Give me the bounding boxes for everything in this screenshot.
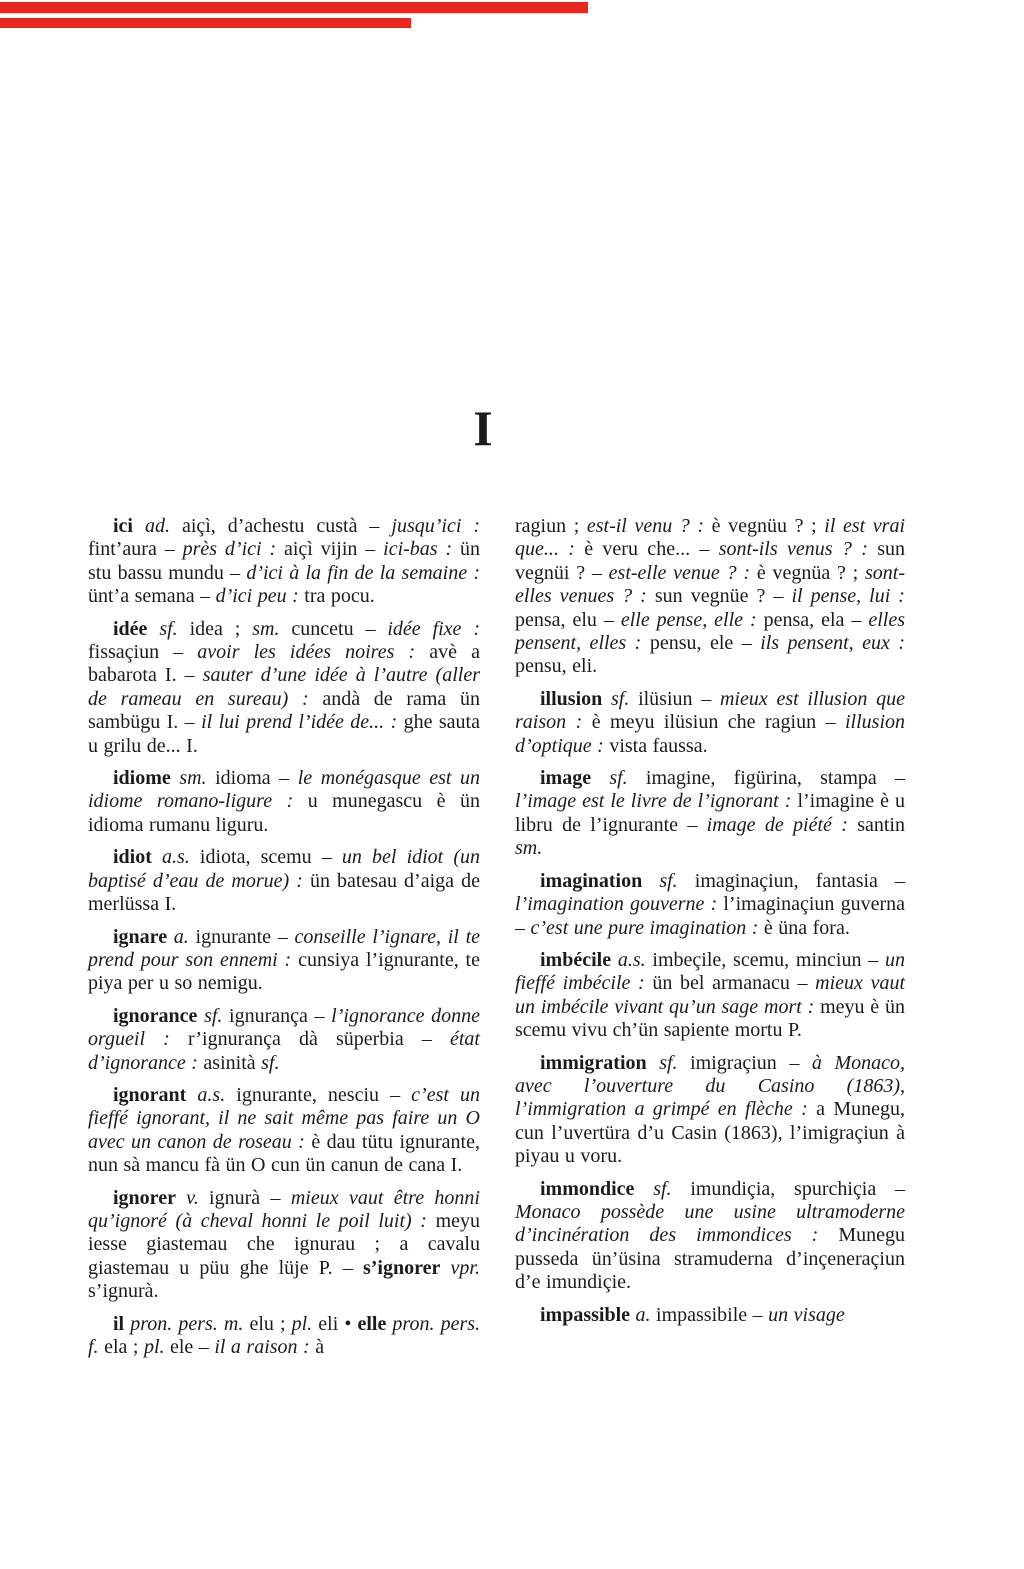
text-run: fint’aura – (88, 538, 183, 561)
text-run: è vegnüa ? ; (756, 561, 865, 584)
text-run: ragiun ; (515, 515, 587, 537)
headword: il (113, 1312, 125, 1335)
redaction-bar-second (0, 18, 411, 28)
text-run: asinità (203, 1051, 262, 1074)
text-run: s’ignurà. (88, 1280, 159, 1303)
text-run: tra pocu. (304, 585, 375, 608)
italic-run: d’ici peu : (215, 585, 305, 608)
text-run: aiçì vijin – (283, 538, 384, 561)
text-run: ghe sauta u grilu de... I. (88, 711, 480, 757)
text-run: imagine, figürina, stampa – (645, 767, 905, 790)
italic-run: l’imagination gouverne : (515, 893, 724, 916)
italic-run: sm. (170, 767, 216, 790)
italic-run: un bel idiot (un baptisé d’eau de morue) : (88, 846, 481, 892)
dictionary-entry-imagination (515, 870, 905, 940)
dictionary-entry-impassible (515, 1304, 905, 1327)
italic-run: sf. (591, 767, 646, 790)
italic-run: jusqu’ici : (391, 515, 481, 537)
dictionary-entry-idiome (88, 767, 480, 837)
text-run: l’imagine è u libru de l’ignurante – (515, 790, 905, 836)
italic-run: vpr. (440, 1256, 480, 1279)
dictionary-entry-continuation (515, 515, 905, 679)
italic-run: état d’ignorance : (88, 1028, 480, 1074)
dictionary-entry-immigration (515, 1052, 905, 1169)
text-run: imbeçile, scemu, minciun – (652, 948, 885, 971)
headword: imbécile (540, 948, 612, 971)
italic-run: c’est une pure imagination : (530, 916, 764, 939)
dictionary-entry-ignorant (88, 1084, 480, 1178)
text-run: è meyu ilüsiun che ragiun – (591, 711, 845, 734)
italic-run: il pense, lui : (791, 585, 905, 608)
italic-run: sf. (642, 869, 695, 892)
text-run: santin (857, 813, 905, 836)
italic-run: a. (630, 1303, 657, 1326)
italic-run: ad. (133, 515, 182, 537)
dictionary-entry-illusion (515, 688, 905, 758)
italic-run: pron. pers. f. (88, 1312, 481, 1358)
dictionary-entry-ignorer (88, 1187, 480, 1304)
dictionary-entry-idiot (88, 846, 480, 916)
italic-run: mieux est illusion que raison : (515, 687, 906, 734)
redaction-bar-top (0, 2, 588, 13)
headword: ignorance (113, 1004, 198, 1027)
italic-run: elle pense, elle : (620, 608, 764, 631)
dictionary-entry-ide (88, 618, 480, 758)
italic-run: avoir les idées noires : (197, 641, 430, 664)
italic-run: l’ignorance donne orgueil : (88, 1004, 480, 1051)
text-run: idea ; (189, 617, 253, 640)
italic-run: sf. (261, 1051, 280, 1074)
italic-run: il a raison : (214, 1336, 316, 1358)
text-run: ün stu bassu mundu – (88, 538, 480, 584)
headword: elle (357, 1312, 387, 1335)
italic-run: a. (167, 925, 196, 948)
text-run: ignurante – (195, 925, 295, 948)
text-run: r’ignurança dà süperbia – (187, 1028, 450, 1051)
headword: ici (113, 515, 133, 537)
section-letter-heading: I (473, 400, 493, 456)
text-run: u munegascu è ün idioma rumanu liguru. (88, 790, 480, 836)
text-run: cunsiya l’ignurante, te piya per u so nemigu. (88, 948, 480, 995)
italic-run: idée fixe : (387, 617, 480, 640)
headword: imagination (540, 869, 643, 892)
text-run: fissaçiun – (88, 641, 198, 664)
text-run: è üna fora. (763, 916, 850, 939)
text-run: vista faussa. (609, 734, 708, 757)
italic-run: elles pensent, elles : (515, 608, 905, 655)
text-columns (88, 515, 905, 1359)
dictionary-entry-ici (88, 515, 480, 609)
text-run: imigraçiun – (690, 1051, 812, 1074)
text-run: sun vegnüi ? – (515, 538, 905, 584)
dictionary-entry-immondice (515, 1178, 905, 1295)
italic-run: a.s. (186, 1083, 237, 1106)
headword: idiome (113, 767, 171, 790)
italic-run: sf. (634, 1177, 691, 1200)
italic-run: pl. (143, 1336, 170, 1358)
italic-run: le monégasque est un idiome romano-ligure : (88, 767, 480, 813)
italic-run: v. (175, 1186, 210, 1209)
italic-run: près d’ici : (182, 538, 284, 561)
italic-run: c’est un fieffé ignorant, il ne sait même pas faire un O avec un canon de roseau : (88, 1083, 480, 1153)
italic-run: a.s. (611, 948, 653, 971)
dictionary-entry-image (515, 767, 905, 861)
italic-run: pron. pers. m. (124, 1312, 250, 1335)
text-run: l’imaginaçiun guverna – (515, 893, 905, 939)
text-run: pensu, ele – (649, 632, 761, 655)
text-run: imundiçia, spurchiçia – (690, 1177, 906, 1200)
italic-run: ici-bas : (383, 538, 460, 561)
text-run: ün batesau d’aiga de merlüssa I. (88, 869, 480, 916)
italic-run: a.s. (151, 846, 200, 869)
text-run: Munegu pusseda ün’üsina stramuderna d’inçeneraçiun d’e imundiçie. (515, 1224, 905, 1294)
headword: ignorer (113, 1186, 176, 1209)
text-run: ün bel armanacu – (652, 972, 816, 995)
dictionary-entry-il (88, 1313, 480, 1360)
text-run: elu ; (249, 1312, 292, 1335)
column-left (88, 515, 480, 1359)
text-run: sun vegnüe ? – (654, 585, 792, 608)
italic-run: il est vrai que... : (515, 515, 906, 561)
italic-run: est-il venu ? : (586, 515, 712, 537)
text-run: eli • (318, 1312, 358, 1335)
headword: ignorant (113, 1083, 187, 1106)
italic-run: illusion d’optique : (515, 711, 905, 757)
italic-run: pl. (291, 1312, 319, 1335)
italic-run: à Monaco, avec l’ouverture du Casino (1863), l’immigration a grimpé en flèche : (515, 1051, 905, 1121)
dictionary-entry-ignare (88, 926, 480, 996)
italic-run: sm. (252, 617, 292, 640)
italic-run: un visage (768, 1303, 845, 1326)
text-run: pensa, elu – (515, 608, 621, 631)
text-run: è vegnüu ? ; (711, 515, 825, 537)
headword: immondice (540, 1177, 635, 1200)
italic-run: un fieffé imbécile : (515, 948, 905, 995)
text-run: meyu iesse giastemau che ignurau ; a cavalu giastemau u püu ghe lüje P. – (88, 1209, 480, 1279)
text-run: ilüsiun – (638, 687, 720, 710)
italic-run: sauter d’une idée à l’autre (aller de rameau en sureau) : (88, 664, 480, 710)
text-run: pensu, eli. (515, 655, 598, 678)
italic-run: sm. (515, 837, 543, 860)
italic-run: l’image est le livre de l’ignorant : (515, 790, 798, 813)
headword: ignare (113, 925, 168, 948)
headword: immigration (540, 1051, 647, 1074)
italic-run: image de piété : (706, 813, 858, 836)
italic-run: il lui prend l’idée de... : (201, 711, 404, 734)
text-run: andà de rama ün sambügu I. – (88, 687, 480, 734)
italic-run: ils pensent, eux : (760, 632, 905, 655)
italic-run: sf. (646, 1051, 691, 1074)
italic-run: sf. (197, 1004, 230, 1027)
text-run: ignurà – (209, 1186, 291, 1209)
text-run: aiçì, d’achestu custà – (181, 515, 392, 537)
text-run: impassibile – (656, 1303, 769, 1326)
italic-run: conseille l’ignare, il te prend pour son ennemi : (88, 925, 481, 971)
text-run: a Munegu, cun l’uvertüra d’u Casin (1863), l’imigraçiun à piyau u voru. (515, 1098, 905, 1168)
dictionary-entry-ignorance (88, 1005, 480, 1075)
headword: impassible (540, 1303, 631, 1326)
headword: s’ignorer (362, 1256, 441, 1279)
headword: illusion (540, 687, 603, 710)
text-run: pensa, ela – (763, 608, 869, 631)
text-run: ele – (170, 1336, 215, 1358)
headword: image (540, 767, 592, 790)
text-run: meyu è ün scemu vivu ch’ün sapiente mortu P. (515, 995, 905, 1042)
text-run: è veru che... – (584, 538, 719, 561)
dictionary-entry-imbcile (515, 949, 905, 1043)
italic-run: est-elle venue ? : (608, 561, 757, 584)
text-run: idiota, scemu – (199, 846, 342, 869)
text-run: è dau tütu ignurante, nun sà mancu fà ün O cun ün canun de cana I. (88, 1130, 480, 1177)
text-run: ela ; (104, 1336, 144, 1358)
italic-run: Monaco possède une usine ultramoderne d’incinération des immondices : (515, 1200, 905, 1247)
headword: idiot (113, 846, 152, 869)
column-right (515, 515, 905, 1359)
italic-run: mieux vaut être honni qu’ignoré (à cheval honni le poil luit) : (88, 1186, 480, 1232)
italic-run: mieux vaut un imbécile vivant qu’un sage mort : (515, 972, 905, 1018)
text-run: ignurança – (229, 1004, 332, 1027)
italic-run: sf. (602, 687, 639, 710)
text-run: ignurante, nesciu – (236, 1083, 412, 1106)
text-run: imaginaçiun, fantasia – (694, 869, 906, 892)
text-run: ünt’a semana – (88, 585, 216, 608)
text-run: avè a babarota I. – (88, 641, 480, 687)
text-run: à (315, 1336, 325, 1358)
italic-run: d’ici à la fin de la semaine : (246, 561, 480, 584)
italic-run: sont-elles venues ? : (515, 561, 905, 608)
headword: idée (113, 617, 148, 640)
italic-run: sf. (147, 617, 190, 640)
text-run: idioma – (215, 767, 298, 790)
text-run: cuncetu – (291, 617, 388, 640)
italic-run: sont-ils venus ? : (718, 538, 878, 561)
